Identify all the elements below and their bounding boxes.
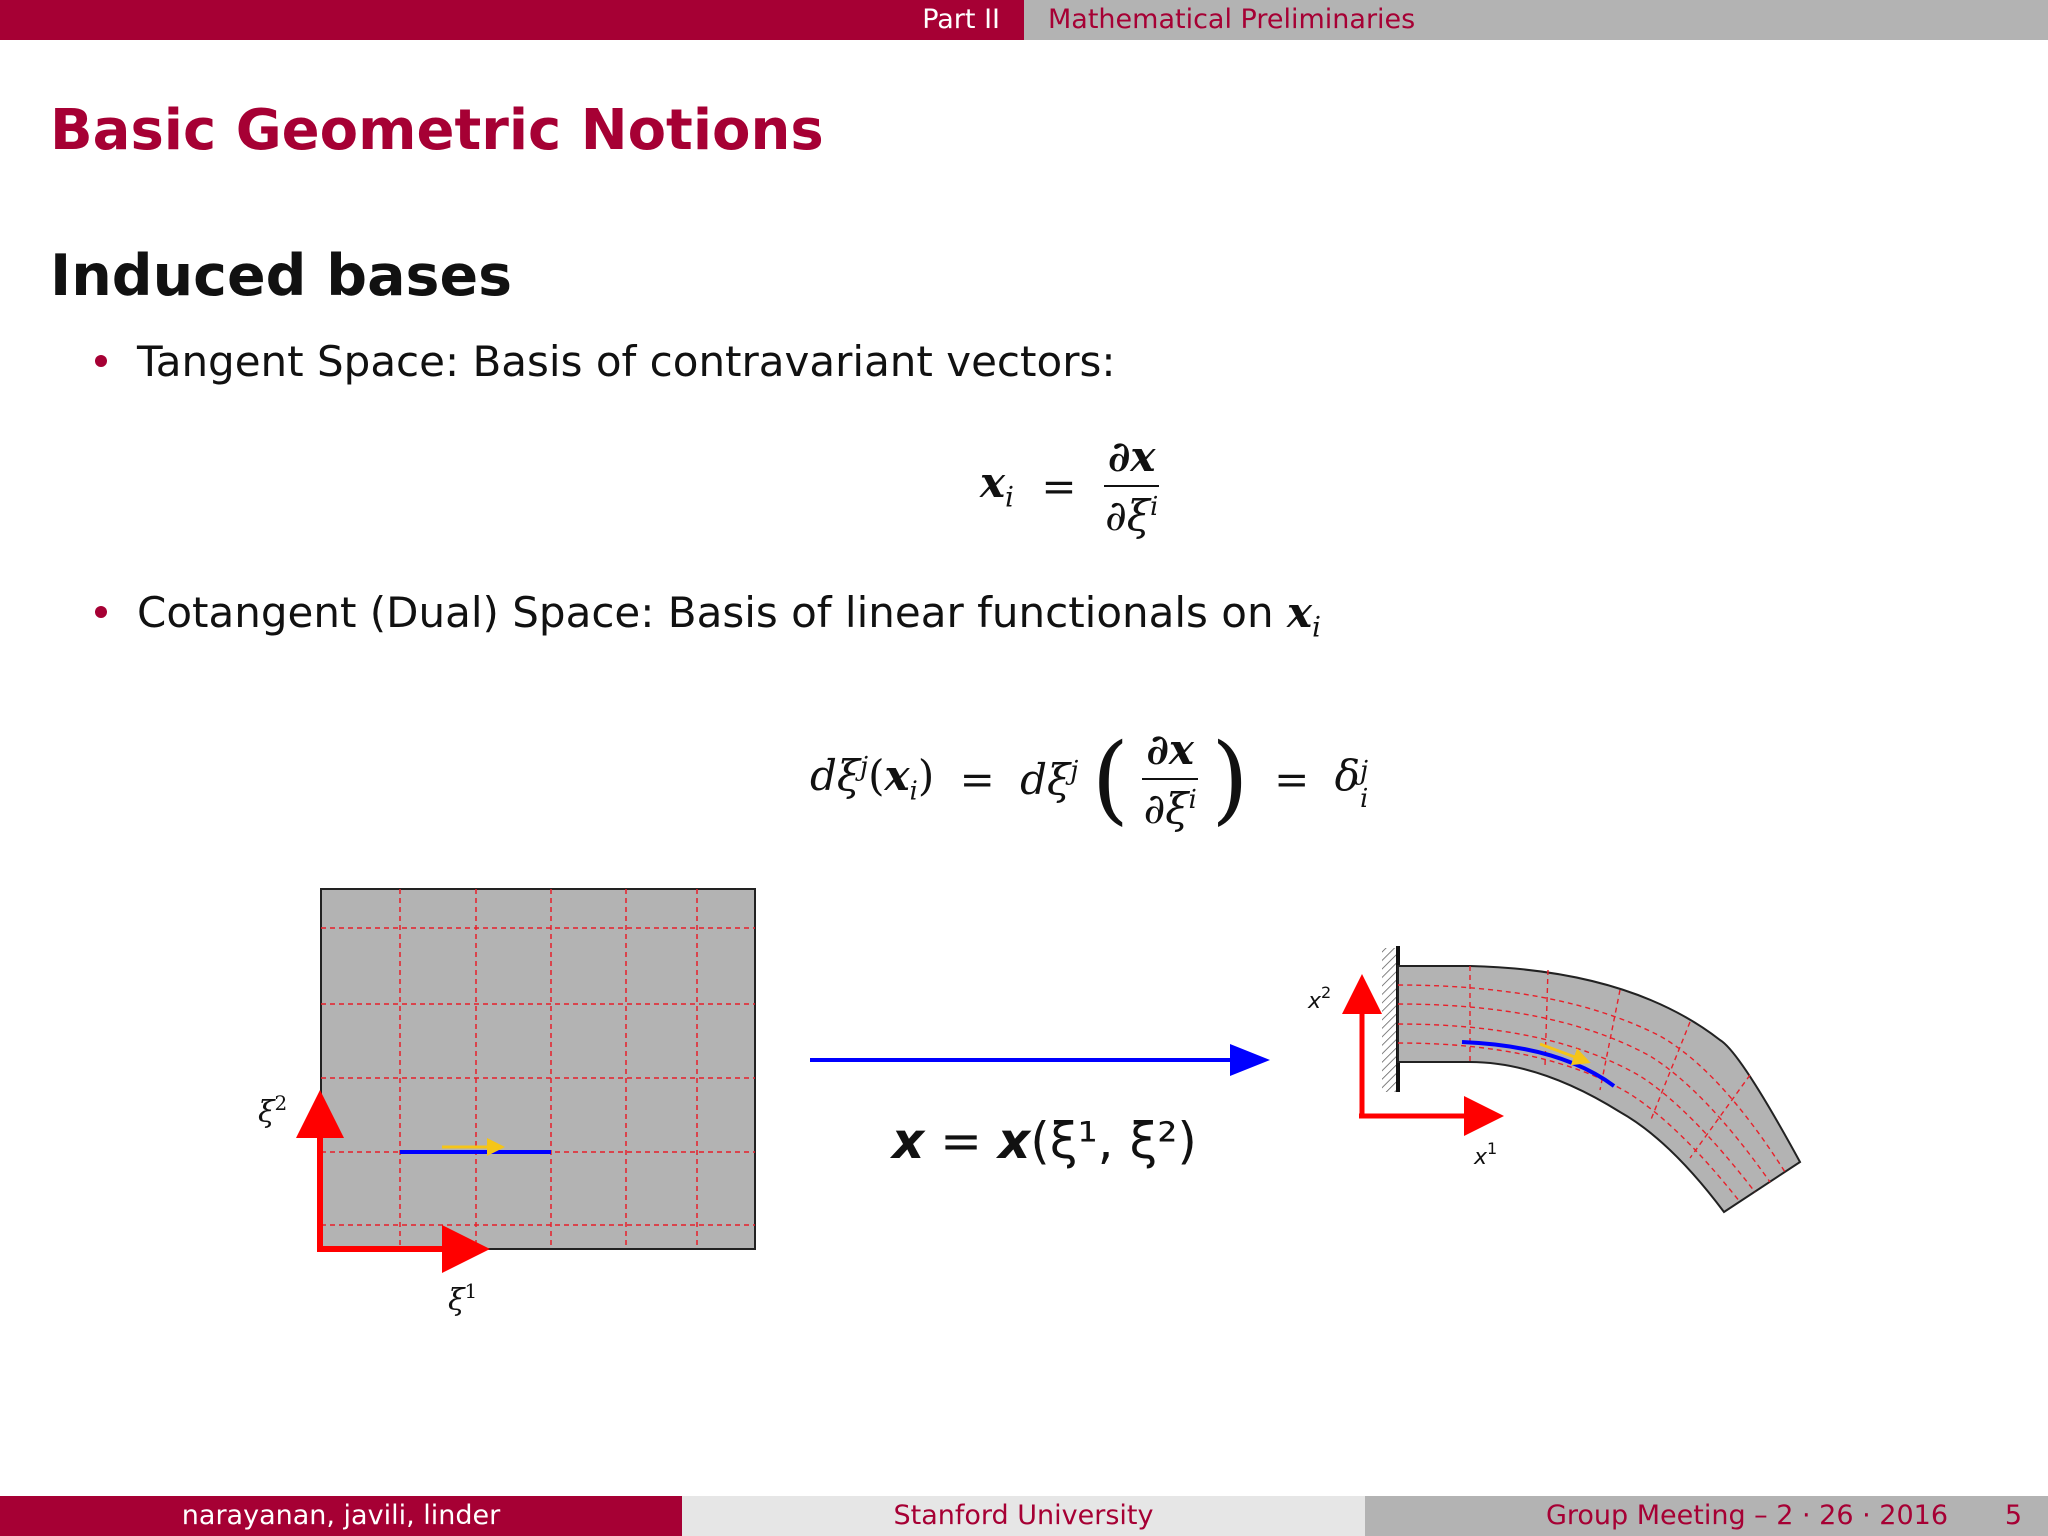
reference-configuration bbox=[258, 889, 755, 1318]
bullet-math-sub: i bbox=[1312, 610, 1321, 644]
x2-axis-label: $x^2$ bbox=[1308, 983, 1332, 1014]
eq2-arg-sub: i bbox=[909, 776, 918, 807]
eq1-lhs: x bbox=[980, 458, 1006, 508]
eq2-delta-sub: i bbox=[1359, 784, 1369, 814]
eq2-denominator: ∂ξ bbox=[1143, 784, 1189, 833]
equation-tangent-basis bbox=[980, 432, 1180, 548]
eq2-denominator-sup: i bbox=[1188, 785, 1197, 815]
mapping-label: x = x(ξ¹, ξ²) bbox=[892, 1112, 1197, 1170]
mapping-figure bbox=[0, 860, 2048, 1340]
clamped-wall bbox=[1382, 948, 1398, 1092]
header-bar bbox=[0, 0, 2048, 40]
eq2-equals-2: = bbox=[1274, 754, 1310, 804]
current-configuration bbox=[1307, 946, 1800, 1212]
eq1-lhs-sub: i bbox=[1005, 480, 1015, 514]
eq1-denominator: ∂ξ bbox=[1105, 491, 1150, 540]
deformed-body bbox=[1398, 966, 1800, 1212]
header-part-label[interactable]: Part II bbox=[922, 4, 1000, 35]
eq2-numerator: ∂x bbox=[1146, 725, 1194, 774]
xi1-axis-label: $\xi^1$ bbox=[448, 1279, 478, 1318]
eq1-denominator-sup: i bbox=[1149, 492, 1159, 522]
xi2-axis-label: $\xi^2$ bbox=[258, 1091, 288, 1130]
reference-domain bbox=[321, 889, 755, 1249]
bullet-marker bbox=[95, 606, 107, 618]
subtitle: Induced bases bbox=[50, 243, 513, 309]
eq2-delta-sup: j bbox=[1359, 756, 1369, 786]
frame-title: Basic Geometric Notions bbox=[50, 98, 824, 163]
header-right-block bbox=[1024, 0, 2048, 40]
eq1-equals: = bbox=[1041, 461, 1077, 511]
page-number: 5 bbox=[2004, 1500, 2022, 1531]
footer-authors: narayanan, javili, linder bbox=[0, 1496, 682, 1536]
footer-right-block bbox=[1365, 1496, 2048, 1536]
equation-dual-basis bbox=[810, 723, 1369, 845]
bullet-marker bbox=[95, 355, 107, 367]
eq1-numerator: ∂x bbox=[1107, 432, 1156, 481]
bullet-text: Tangent Space: Basis of contravariant vectors: bbox=[137, 337, 1116, 386]
eq2-dxi-2-sup: j bbox=[1070, 755, 1079, 786]
eq2-delta: δ bbox=[1334, 751, 1360, 800]
eq2-equals-1: = bbox=[959, 754, 995, 804]
footer-institution: Stanford University bbox=[682, 1496, 1365, 1536]
eq2-arg: x bbox=[884, 751, 910, 801]
eq2-dxi: dξ bbox=[810, 751, 861, 801]
footer-bar bbox=[0, 1496, 2048, 1536]
eq2-paren-open: ( bbox=[868, 751, 885, 801]
mapping bbox=[810, 1060, 1262, 1170]
eq2-big-paren-open: ( bbox=[1091, 723, 1130, 835]
eq2-dxi-sup: j bbox=[860, 752, 869, 783]
header-left-block bbox=[0, 0, 1024, 40]
bullet-text: Cotangent (Dual) Space: Basis of linear functionals on bbox=[137, 588, 1287, 637]
eq2-big-paren-close: ) bbox=[1211, 723, 1249, 835]
bullet-item-cotangent bbox=[95, 588, 1321, 643]
eq2-dxi-2: dξ bbox=[1020, 754, 1071, 804]
x1-axis-label: $x^1$ bbox=[1474, 1139, 1498, 1170]
bullet-item-tangent bbox=[95, 337, 1116, 386]
eq2-paren-close: ) bbox=[917, 751, 935, 801]
header-section-label[interactable]: Mathematical Preliminaries bbox=[1048, 4, 1416, 35]
footer-date: Group Meeting – 2 · 26 · 2016 bbox=[1545, 1500, 1948, 1531]
bullet-math: x bbox=[1286, 588, 1313, 637]
